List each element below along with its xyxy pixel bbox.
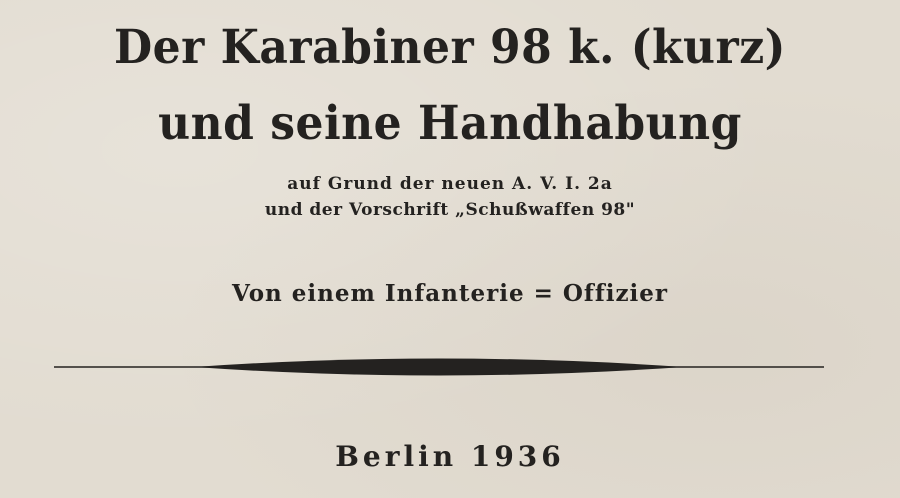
subtitle-line-1: auf Grund der neuen A. V. I. 2a xyxy=(287,174,613,194)
subtitle-line-2: und der Vorschrift „Schußwaffen 98" xyxy=(264,200,636,220)
book-title-line-2: und seine Handhabung xyxy=(158,96,742,151)
book-title-line-1: Der Karabiner 98 k. (kurz) xyxy=(113,20,786,75)
author-line: Von einem Infanterie = Offizier xyxy=(231,280,668,307)
imprint-place-year: Berlin 1936 xyxy=(335,440,565,473)
ornamental-divider xyxy=(54,352,824,382)
